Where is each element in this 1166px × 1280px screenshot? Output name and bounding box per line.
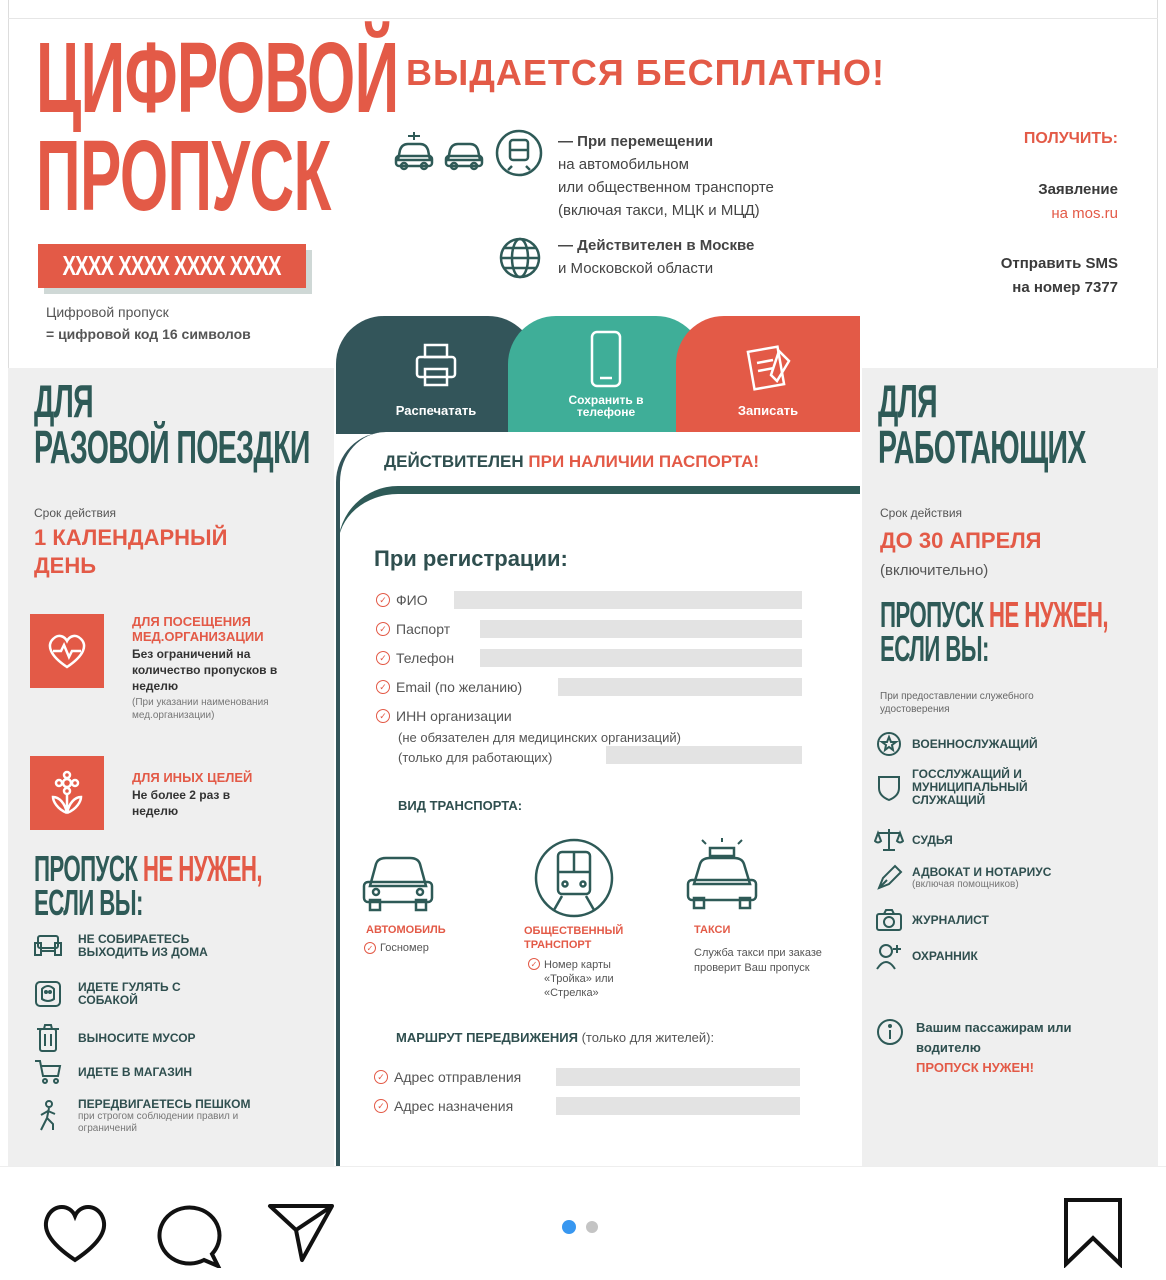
right-item-text: ВОЕННОСЛУЖАЩИЙ — [912, 736, 1038, 751]
public-transport-icon — [532, 836, 616, 925]
left-item-text: ИДЕТЕ ГУЛЯТЬ С СОБАКОЙ — [78, 980, 181, 1007]
right-item — [874, 726, 1038, 762]
card-divider — [338, 486, 860, 546]
route-field-row — [374, 1069, 521, 1085]
route-note: (только для жителей): — [581, 1030, 715, 1045]
right-item-textblock — [912, 866, 1051, 891]
taxi-large-icon — [682, 836, 762, 919]
passenger-note-red: ПРОПУСК НУЖЕН! — [916, 1060, 1034, 1075]
left-term-value — [34, 524, 227, 580]
left-item-sub: при строгом соблюдении правил и ограничений — [78, 1111, 239, 1134]
route-field-label: Адрес отправления — [394, 1069, 522, 1085]
right-item-text: ЖУРНАЛИСТ — [912, 912, 989, 927]
left-term-label: Срок действия — [34, 506, 117, 520]
right-item-text: СУДЬЯ — [912, 832, 953, 847]
field-row — [376, 621, 450, 637]
purpose1 — [132, 614, 312, 722]
person-add-icon — [874, 938, 904, 974]
shopping-cart-icon — [30, 1054, 66, 1090]
field-value-blurred — [480, 649, 802, 667]
right-item-text: ОХРАННИК — [912, 948, 978, 963]
free-heading: ВЫДАЕТСЯ БЕСПЛАТНО! — [406, 52, 885, 93]
route-field-label: Адрес назначения — [394, 1098, 514, 1114]
left-item — [30, 928, 238, 964]
get-item2 — [1001, 252, 1118, 300]
comment-icon[interactable] — [152, 1200, 224, 1273]
tab-write-label: Записать — [737, 403, 799, 418]
like-heart-icon[interactable] — [40, 1202, 110, 1269]
get-item1-line1: Заявление — [1038, 181, 1118, 198]
passenger-note-text: Вашим пассажирам или водителю — [916, 1020, 1072, 1055]
right-term-note: (включительно) — [880, 562, 989, 579]
car-title: АВТОМОБИЛЬ — [366, 924, 446, 936]
purpose1-text: Без ограничений на количество пропусков в неделю — [132, 647, 278, 693]
car-text-row — [364, 942, 429, 954]
right-heading-line1: ДЛЯ — [878, 375, 937, 427]
right-not-needed — [880, 594, 1150, 669]
notes-icon — [741, 341, 795, 395]
right-item — [874, 822, 953, 858]
get-heading: ПОЛУЧИТЬ: — [1023, 130, 1118, 147]
field-label: ФИО — [396, 592, 428, 608]
check-icon: ✓ — [376, 651, 390, 665]
field-row — [376, 679, 522, 695]
car-large-icon — [360, 850, 436, 919]
poster-title-line1: ЦИФРОВОЙ — [36, 22, 399, 134]
right-item — [874, 938, 978, 974]
purpose2-title: ДЛЯ ИНЫХ ЦЕЛЕЙ — [132, 770, 253, 785]
right-cert-note: При предоставлении служебного удостоверения — [880, 691, 1034, 715]
trash-icon — [30, 1020, 66, 1056]
left-item-text: НЕ СОБИРАЕТЕСЬ ВЫХОДИТЬ ИЗ ДОМА — [78, 932, 208, 959]
valid-black: ДЕЙСТВИТЕЛЕН — [384, 452, 524, 471]
code-note-line2: = цифровой код 16 символов — [46, 326, 251, 342]
check-icon: ✓ — [364, 942, 376, 954]
transport-note-line1: — При перемещении — [558, 133, 714, 150]
check-icon: ✓ — [376, 622, 390, 636]
train-icon — [494, 128, 544, 183]
route-heading: МАРШРУТ ПЕРЕДВИЖЕНИЯ — [396, 1030, 578, 1045]
left-item-textblock — [78, 1098, 258, 1135]
tab-save[interactable] — [508, 316, 704, 434]
left-heading-line1: ДЛЯ — [34, 375, 93, 427]
tab-write[interactable] — [676, 316, 860, 434]
left-item-text: ИДЕТЕ В МАГАЗИН — [78, 1064, 193, 1079]
tab-print[interactable] — [336, 316, 536, 434]
get-item1 — [1038, 178, 1118, 226]
purpose2-text: Не более 2 раз в неделю — [132, 788, 231, 818]
globe-icon — [498, 236, 542, 285]
shield-icon — [874, 770, 904, 806]
tab-print-label: Распечатать — [395, 403, 477, 418]
field-value-blurred — [556, 1068, 800, 1086]
valid-red: ПРИ НАЛИЧИИ ПАСПОРТА! — [528, 452, 760, 471]
field-label: Телефон — [396, 650, 455, 666]
transport-note-line3: или общественном транспорте — [558, 179, 774, 196]
right-heading-line2: РАБОТАЮЩИХ — [878, 421, 1086, 473]
left-term-value-line2: ДЕНЬ — [34, 553, 97, 578]
printer-icon — [411, 341, 461, 391]
car-text: Госномер — [380, 942, 429, 954]
purpose1-note: (При указании наименования мед.организации) — [132, 697, 269, 721]
top-divider — [8, 18, 1158, 19]
bookmark-icon[interactable] — [1062, 1196, 1124, 1273]
right-term-value: ДО 30 АПРЕЛЯ — [880, 528, 1042, 553]
pen-icon — [874, 860, 904, 896]
public-text-row — [528, 958, 654, 1000]
field-row — [376, 650, 454, 666]
right-not-needed-word2: ЕСЛИ ВЫ: — [880, 628, 989, 669]
left-not-needed-word2: ЕСЛИ ВЫ: — [34, 882, 143, 923]
route-heading-row — [396, 1030, 714, 1045]
region-note-line1: — Действителен в Москве — [558, 237, 755, 254]
carousel-dot-active[interactable] — [562, 1220, 576, 1234]
transport-note — [558, 130, 774, 222]
info-icon — [876, 1018, 904, 1051]
check-icon: ✓ — [528, 958, 540, 970]
left-not-needed-word1: ПРОПУСК — [34, 848, 138, 889]
reg-heading: При регистрации: — [374, 546, 568, 571]
car-icon — [442, 134, 486, 179]
check-icon: ✓ — [374, 1099, 388, 1113]
right-not-needed-word1: ПРОПУСК — [880, 594, 984, 635]
right-term-label: Срок действия — [880, 506, 963, 520]
armchair-icon — [30, 928, 66, 964]
transport-note-line2: на автомобильном — [558, 156, 689, 173]
share-send-icon[interactable] — [266, 1200, 336, 1269]
field-value-blurred — [556, 1097, 800, 1115]
valid-line — [384, 452, 759, 472]
field-label: ИНН организации — [396, 708, 512, 724]
left-not-needed-red: НЕ НУЖЕН, — [142, 848, 262, 889]
carousel-dot[interactable] — [586, 1221, 598, 1233]
field-row — [376, 592, 428, 608]
region-note-line2: и Московской области — [558, 260, 714, 277]
code-placeholder: XXXX XXXX XXXX XXXX — [62, 250, 282, 281]
tab-save-label: Сохранить в телефоне — [568, 393, 644, 419]
left-item-text: ВЫНОСИТЕ МУСОР — [78, 1030, 196, 1045]
right-item-text: АДВОКАТ И НОТАРИУС — [912, 864, 1052, 879]
right-not-needed-red: НЕ НУЖЕН, — [988, 594, 1108, 635]
get-item2-line2: на номер 7377 — [1012, 279, 1118, 296]
walking-person-icon — [30, 1098, 66, 1134]
right-item — [874, 768, 1052, 807]
field-row — [376, 708, 512, 724]
public-text: Номер карты «Тройка» или «Стрелка» — [544, 959, 614, 999]
taxi-title: ТАКСИ — [694, 924, 731, 936]
code-note-line1: Цифровой пропуск — [46, 304, 169, 320]
left-heading-line2: РАЗОВОЙ ПОЕЗДКИ — [34, 421, 310, 473]
check-icon: ✓ — [374, 1070, 388, 1084]
left-item — [30, 976, 208, 1012]
transport-heading: ВИД ТРАНСПОРТА: — [398, 798, 523, 813]
left-item — [30, 1020, 196, 1056]
get-item2-line1: Отправить SMS — [1000, 255, 1118, 272]
passenger-note — [916, 1018, 1086, 1078]
transport-note-line4: (включая такси, МЦК и МЦД) — [558, 202, 760, 219]
camera-icon — [874, 902, 904, 938]
left-item — [30, 1054, 192, 1090]
inn-note2: (только для работающих) — [398, 750, 553, 765]
purpose1-title: ДЛЯ ПОСЕЩЕНИЯ МЕД.ОРГАНИЗАЦИИ — [132, 614, 264, 644]
field-label: Паспорт — [396, 621, 451, 637]
left-term-value-line1: 1 КАЛЕНДАРНЫЙ — [34, 525, 228, 550]
dog-icon — [30, 976, 66, 1012]
taxi-text: Служба такси при заказе проверит Ваш пропуск — [694, 947, 822, 974]
left-item — [30, 1098, 258, 1135]
get-item1-line2: на mos.ru — [1051, 205, 1118, 222]
field-value-blurred — [606, 746, 802, 764]
check-icon: ✓ — [376, 593, 390, 607]
heart-pulse-icon — [30, 614, 104, 688]
left-not-needed — [34, 848, 334, 923]
poster-title-line2: ПРОПУСК — [36, 120, 331, 232]
field-value-blurred — [454, 591, 802, 609]
field-value-blurred — [480, 620, 802, 638]
left-item-text: ПЕРЕДВИГАЕТЕСЬ ПЕШКОМ — [78, 1097, 251, 1111]
route-field-row — [374, 1098, 513, 1114]
code-box — [38, 244, 306, 288]
region-note — [558, 234, 754, 280]
purpose2 — [132, 770, 312, 819]
star-badge-icon — [874, 726, 904, 762]
right-item — [874, 860, 1051, 896]
field-label: Email (по желанию) — [396, 679, 523, 695]
phone-icon — [586, 330, 626, 390]
public-title: ОБЩЕСТВЕННЫЙ ТРАНСПОРТ — [524, 925, 624, 951]
check-icon: ✓ — [376, 709, 390, 723]
flower-icon — [30, 756, 104, 830]
check-icon: ✓ — [376, 680, 390, 694]
right-item-text: ГОССЛУЖАЩИЙ И МУНИЦИПАЛЬНЫЙ СЛУЖАЩИЙ — [912, 767, 1028, 807]
inn-note1: (не обязателен для медицинских организаций) — [398, 730, 681, 745]
scales-icon — [874, 822, 904, 858]
right-item-sub: (включая помощников) — [912, 878, 1019, 890]
taxi-icon — [392, 130, 436, 179]
right-item — [874, 902, 989, 938]
field-value-blurred — [558, 678, 802, 696]
